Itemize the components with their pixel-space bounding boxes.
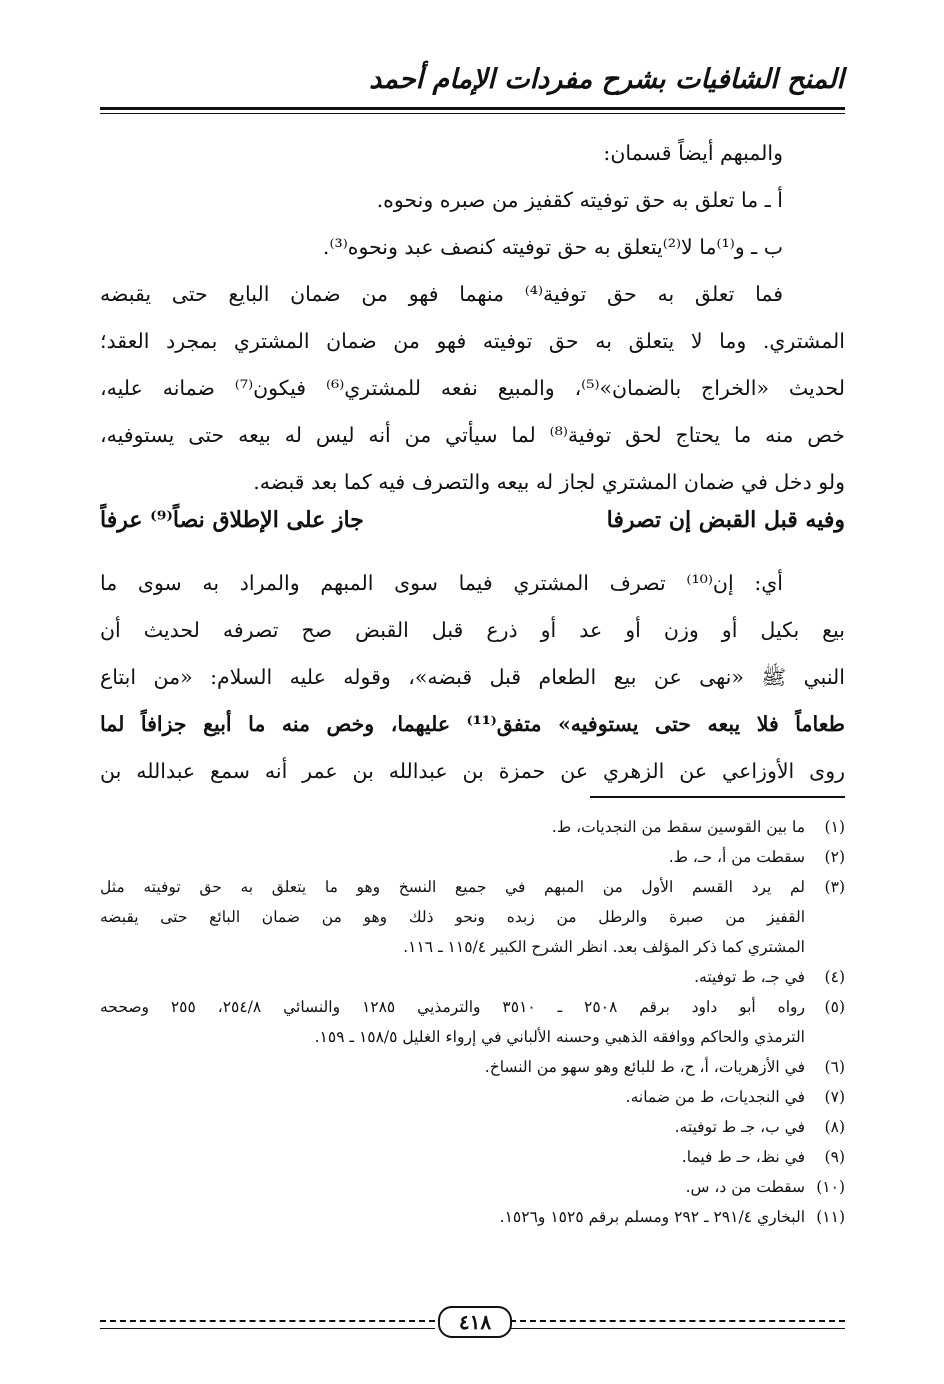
footnote-text: في جـ، ط توفيته. [694,968,805,986]
footnote-text: لم يرد القسم الأول من المبهم في جميع النسخ وهو ما يتعلق به حق توفيته مثل [100,878,805,896]
text-line: لحديث «الخراج بالضمان»⁽⁵⁾، والمبيع نفعه للمشتري⁽⁶⁾ فيكون⁽⁷⁾ ضمانه عليه، [100,376,845,400]
footnote-number: (٩) [824,1148,845,1166]
footnote-text: المشتري كما ذكر المؤلف بعد. انظر الشرح الكبير ١١٥/٤ ـ ١١٦. [403,938,805,956]
text-line: المشتري. وما لا يتعلق به حق توفيته فهو من ضمان المشتري بمجرد العقد؛ [100,329,845,353]
footnote-number: (١١) [816,1208,845,1226]
footnote-separator [590,796,845,798]
text-line: فما تعلق به حق توفية⁽⁴⁾ منهما فهو من ضمان البايع حتى يقبضه [100,282,784,306]
footnote-text: ما بين القوسين سقط من النجديات، ط. [551,818,805,836]
footnote-number: (١٠) [816,1178,845,1196]
footnote [100,1082,845,1112]
footnotes [100,812,845,1232]
footer-rule-right [510,1328,845,1329]
footer-rule-left [100,1328,435,1329]
footnote [100,1112,845,1142]
text-line: ب ـ و⁽¹⁾ما لا⁽²⁾يتعلق به حق توفيته كنصف عبد ونحوه⁽³⁾. [322,235,783,259]
text-line: النبي ﷺ «نهى عن بيع الطعام قبل قبضه»، وقوله عليه السلام: «من ابتاع [100,665,845,689]
text-line: والمبهم أيضاً قسمان: [603,141,783,165]
running-header-title: المنح الشافيات بشرح مفردات الإمام أحمد [369,64,844,95]
footnote-number: (٨) [824,1118,845,1136]
main-text-block-1 [100,130,845,506]
footnote-number: (٤) [824,968,845,986]
header-rule-thick [100,107,845,110]
footnote [100,1172,845,1202]
footnote-number: (٦) [824,1058,845,1076]
footnote-text: رواه أبو داود برقم ٢٥٠٨ ـ ٣٥١٠ والترمذيي ١٢٨٥ والنسائي ٢٥٤/٨، ٢٥٥ وصححه [100,998,805,1016]
footnote [100,1202,845,1232]
text-line: خص منه ما يحتاج لحق توفية⁽⁸⁾ لما سيأتي من أنه ليس له بيعه حتى يستوفيه، [100,423,845,447]
footnote-text: الترمذي والحاكم ووافقه الذهبي وحسنه الألباني في إرواء الغليل ١٥٨/٥ ـ ١٥٩. [314,1028,805,1046]
footnote-text: في ب، جـ ط توفيته. [674,1118,805,1136]
footnote-number: (٣) [824,878,845,896]
verse-line [100,490,845,550]
footnote-number: (٢) [824,848,845,866]
footer-dashed-rule-right [510,1320,845,1322]
verse-first-hemistich: وفيه قبل القبض إن تصرفا [606,507,845,533]
footnote [100,1052,845,1082]
footnote-number: (٥) [824,998,845,1016]
footnote [100,812,845,842]
text-line: طعاماً فلا يبعه حتى يستوفيه» متفق⁽¹¹⁾ عليهما، وخص منه ما أبيع جزافاً لما [100,712,845,736]
text-line: ولو دخل في ضمان المشتري لجاز له بيعه والتصرف فيه كما بعد قبضه. [253,470,845,494]
text-line: أ ـ ما تعلق به حق توفيته كقفيز من صبره ونحوه. [376,188,783,212]
footnote [100,872,845,962]
footnote-text: في النجديات، ط من ضمانه. [625,1088,805,1106]
footer-dashed-rule-left [100,1320,435,1322]
page-number: ٤١٨ [438,1306,512,1338]
text-line: بيع بكيل أو وزن أو عد أو ذرع قبل القبض صح تصرفه لحديث أن [100,618,845,642]
footnote [100,842,845,872]
text-line: أي: إن⁽¹⁰⁾ تصرف المشتري فيما سوى المبهم والمراد به سوى ما [100,571,783,595]
footnote [100,962,845,992]
page-footer [100,1306,845,1336]
footnote-text: سقطت من أ، حـ، ط. [668,848,805,866]
footnote-text: سقطت من د، س. [685,1178,805,1196]
main-text-block-2 [100,560,845,795]
footnote [100,1142,845,1172]
text-line: روى الأوزاعي عن الزهري عن حمزة بن عبدالله بن عمر أنه سمع عبدالله بن [100,759,845,783]
footnote-text: في نظ، حـ ط فيما. [681,1148,805,1166]
footnote [100,992,845,1052]
footnote-text: في الأزهريات، أ، ح، ط للبائع وهو سهو من النساخ. [484,1058,805,1076]
footnote-number: (١) [824,818,845,836]
header-rule-thin [100,113,845,114]
footnote-text: القفيز من صبرة والرطل من زبده ونحو ذلك وهو من ضمان البائع حتى يقبضه [100,908,805,926]
verse-second-hemistich: جاز على الإطلاق نصاً⁽⁹⁾ عرفاً [100,507,364,533]
footnote-number: (٧) [824,1088,845,1106]
footnote-text: البخاري ٢٩١/٤ ـ ٢٩٢ ومسلم برقم ١٥٢٥ و١٥٢٦. [499,1208,805,1226]
